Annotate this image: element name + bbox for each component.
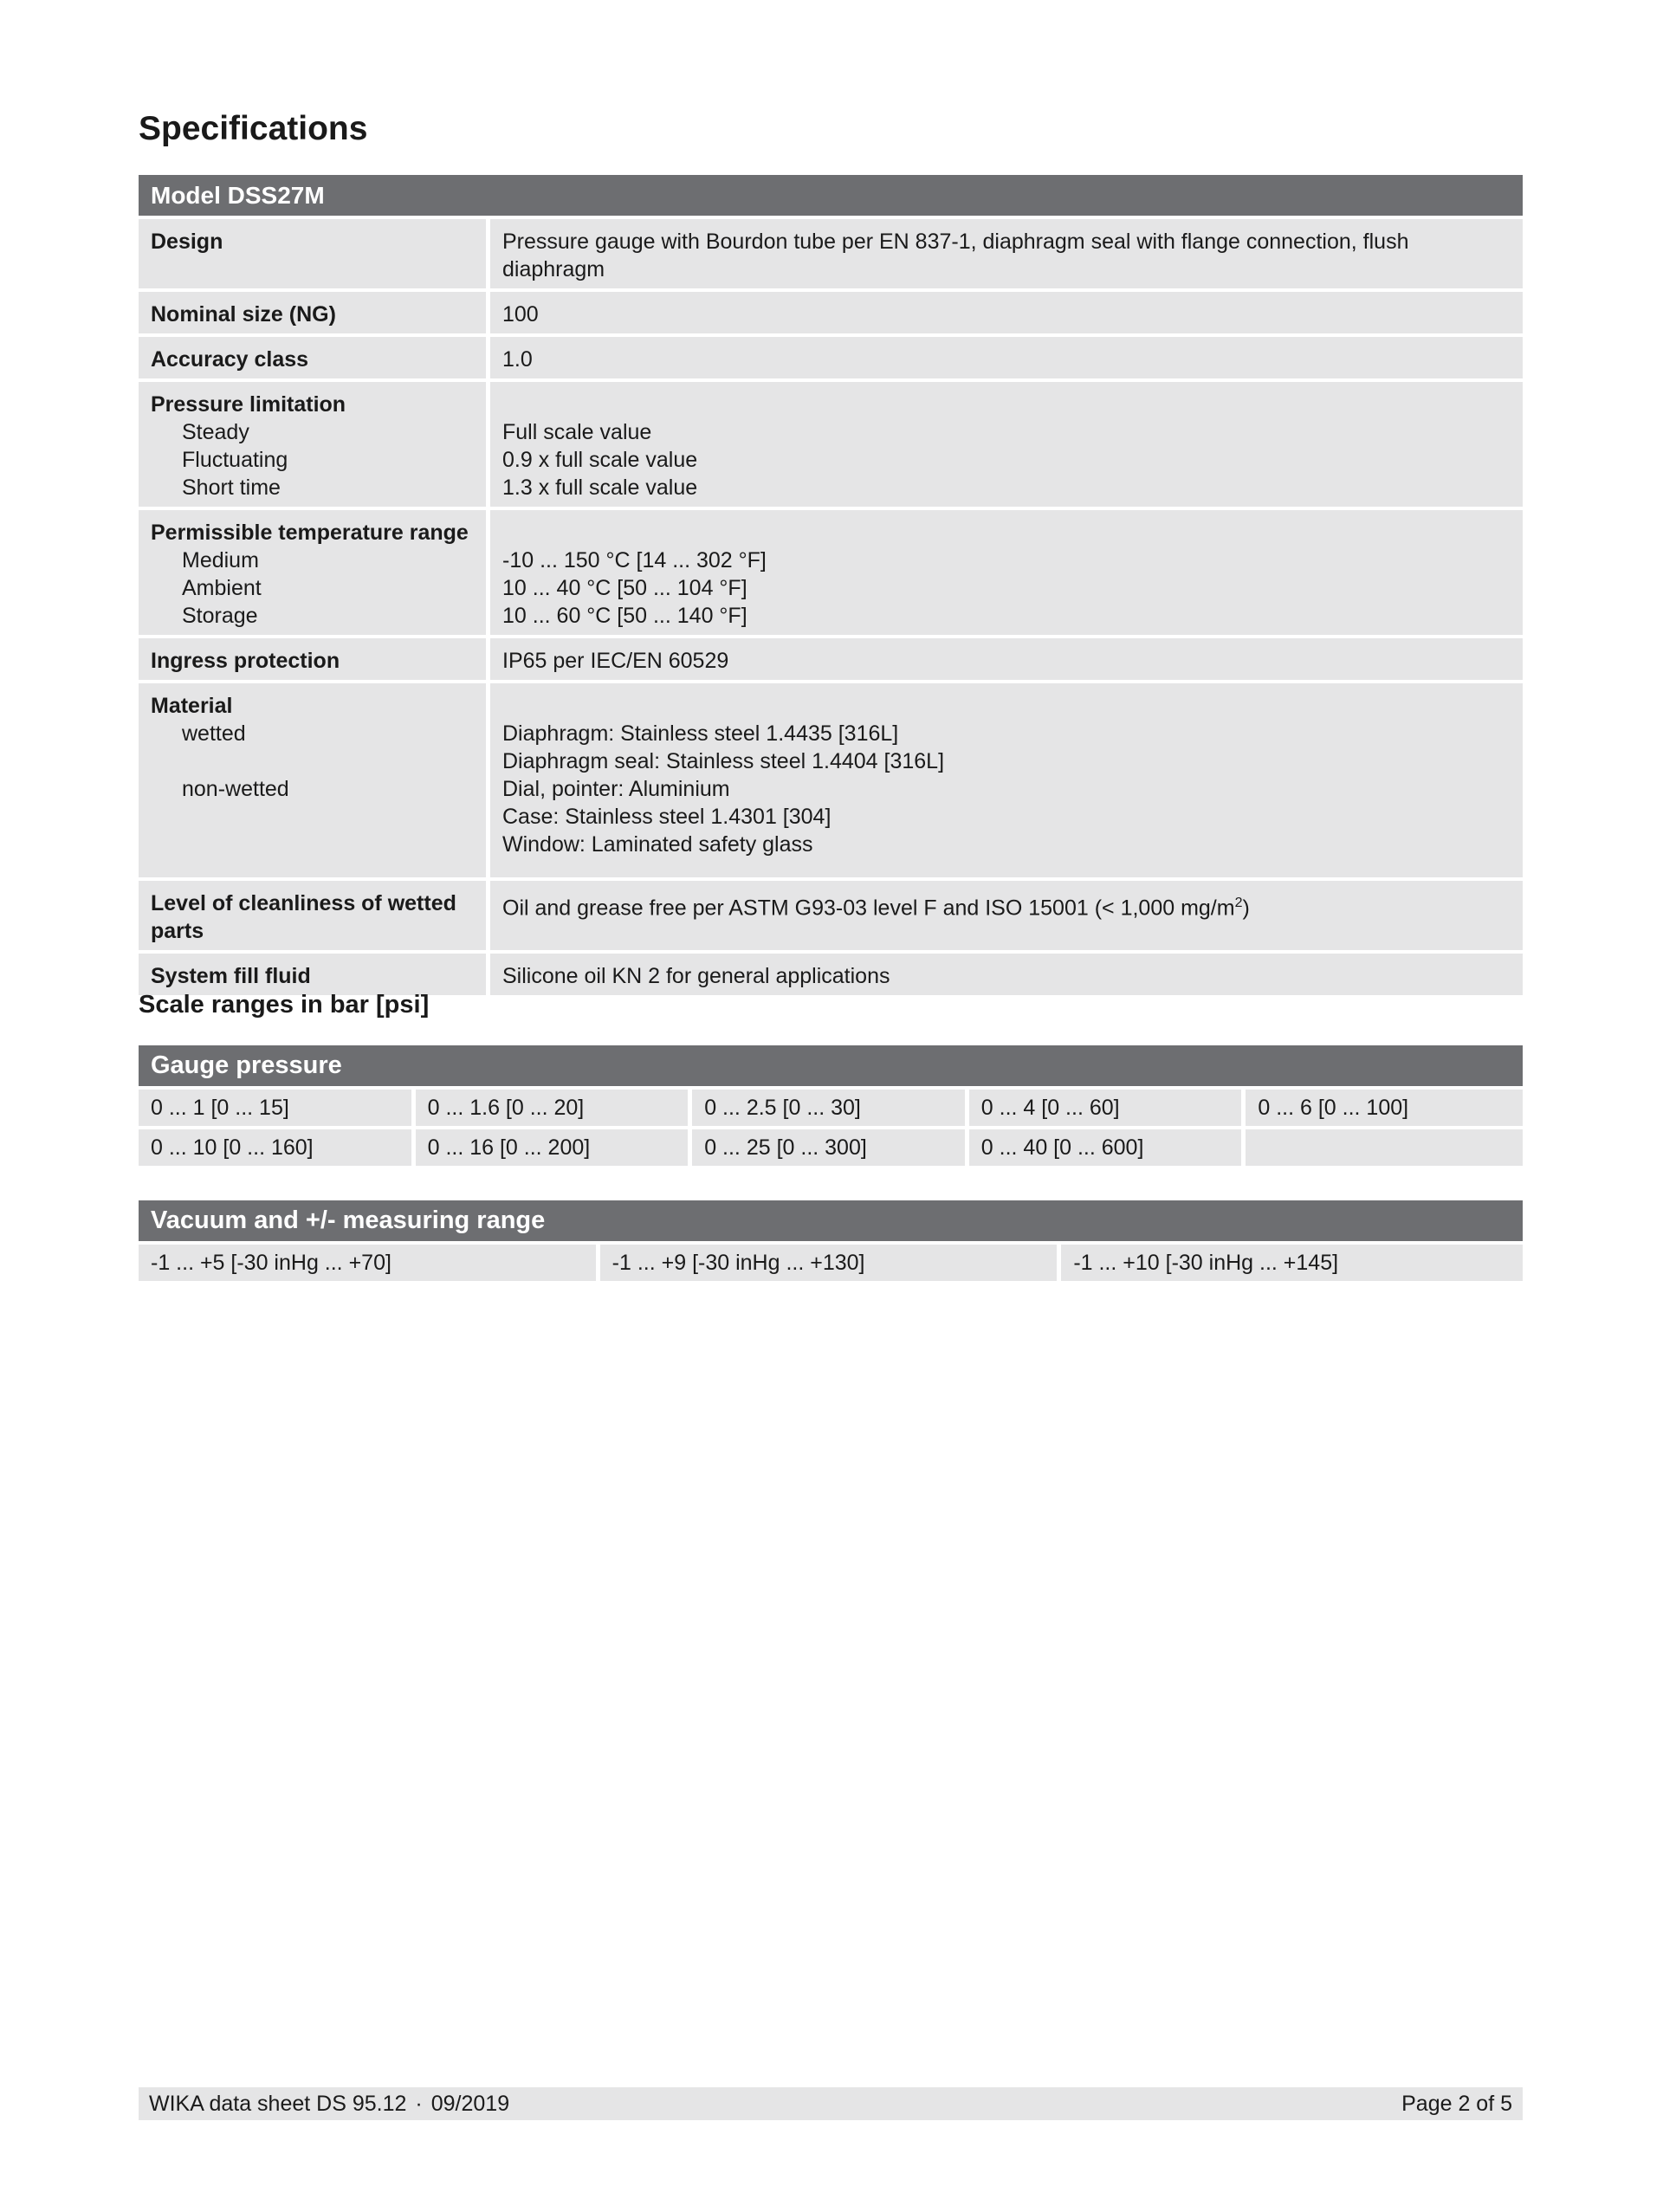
table-row xyxy=(139,219,1523,288)
table-row xyxy=(139,337,1523,378)
row-label-pressure-limitation xyxy=(139,382,490,507)
vacuum-range-header: Vacuum and +/- measuring range xyxy=(139,1200,1523,1241)
material-value-window: Window: Laminated safety glass xyxy=(502,832,813,857)
row-label-system-fill-fluid: System fill fluid xyxy=(139,954,490,995)
row-value-accuracy-class: 1.0 xyxy=(490,337,1523,378)
cleanliness-value-text: Oil and grease free per ASTM G93-03 level F and ISO 15001 (< 1,000 mg/m xyxy=(502,896,1235,921)
gauge-pressure-table xyxy=(139,1042,1523,1169)
row-label-temperature-range xyxy=(139,510,490,635)
row-label-nominal-size: Nominal size (NG) xyxy=(139,292,490,333)
table-row xyxy=(139,510,1523,635)
pressure-value-fluctuating: 0.9 x full scale value xyxy=(502,448,698,472)
footer-left xyxy=(149,2092,509,2117)
gauge-range-cell-empty xyxy=(1246,1129,1523,1166)
gauge-range-cell: 0 ... 4 [0 ... 60] xyxy=(969,1090,1246,1126)
spec-table-header: Model DSS27M xyxy=(139,175,1523,216)
table-row xyxy=(139,638,1523,680)
row-label-design: Design xyxy=(139,219,490,288)
gauge-range-cell: 0 ... 10 [0 ... 160] xyxy=(139,1129,416,1166)
material-sub-non-wetted: non-wetted xyxy=(182,777,289,801)
material-value-dial-pointer: Dial, pointer: Aluminium xyxy=(502,777,730,801)
temperature-value-ambient: 10 ... 40 °C [50 ... 104 °F] xyxy=(502,576,747,600)
gauge-range-cell: 0 ... 6 [0 ... 100] xyxy=(1246,1090,1523,1126)
row-value-pressure-limitation xyxy=(490,382,1523,507)
cleanliness-superscript: 2 xyxy=(1234,896,1243,910)
footer-date: 09/2019 xyxy=(430,2091,510,2116)
row-label-cleanliness: Level of cleanliness of wetted parts xyxy=(139,881,490,950)
row-value-system-fill-fluid: Silicone oil KN 2 for general applications xyxy=(490,954,1523,995)
table-row xyxy=(139,1245,1523,1281)
gauge-range-cell: 0 ... 16 [0 ... 200] xyxy=(416,1129,693,1166)
material-value-case: Case: Stainless steel 1.4301 [304] xyxy=(502,805,832,829)
temperature-sub-ambient: Ambient xyxy=(182,576,262,600)
footer-datasheet-id: WIKA data sheet DS 95.12 xyxy=(149,2091,407,2116)
vacuum-range-table xyxy=(139,1197,1523,1284)
pressure-sub-fluctuating: Fluctuating xyxy=(182,448,288,472)
footer-separator: · xyxy=(415,2091,423,2116)
gauge-pressure-header: Gauge pressure xyxy=(139,1045,1523,1086)
pressure-sub-short-time: Short time xyxy=(182,475,281,500)
gauge-range-cell: 0 ... 40 [0 ... 600] xyxy=(969,1129,1246,1166)
table-row xyxy=(139,1129,1523,1166)
vacuum-range-cell: -1 ... +10 [-30 inHg ... +145] xyxy=(1061,1245,1523,1281)
material-title: Material xyxy=(151,694,233,718)
pressure-value-short-time: 1.3 x full scale value xyxy=(502,475,698,500)
row-value-design: Pressure gauge with Bourdon tube per EN 837-1, diaphragm seal with flange connection, flush diaphragm xyxy=(490,219,1523,288)
row-value-temperature-range xyxy=(490,510,1523,635)
scale-ranges-heading: Scale ranges in bar [psi] xyxy=(139,991,430,1019)
temperature-value-medium: -10 ... 150 °C [14 ... 302 °F] xyxy=(502,548,767,572)
table-row xyxy=(139,683,1523,877)
temperature-sub-storage: Storage xyxy=(182,604,258,628)
gauge-range-cell: 0 ... 1 [0 ... 15] xyxy=(139,1090,416,1126)
vacuum-range-cell: -1 ... +5 [-30 inHg ... +70] xyxy=(139,1245,600,1281)
gauge-range-cell: 0 ... 2.5 [0 ... 30] xyxy=(692,1090,969,1126)
material-value-diaphragm-seal: Diaphragm seal: Stainless steel 1.4404 [316L] xyxy=(502,749,945,773)
pressure-sub-steady: Steady xyxy=(182,420,249,444)
row-value-nominal-size: 100 xyxy=(490,292,1523,333)
row-value-material xyxy=(490,683,1523,877)
page-footer xyxy=(139,2087,1523,2120)
table-row xyxy=(139,881,1523,950)
vacuum-range-cell: -1 ... +9 [-30 inHg ... +130] xyxy=(600,1245,1062,1281)
gauge-range-cell: 0 ... 1.6 [0 ... 20] xyxy=(416,1090,693,1126)
temperature-value-storage: 10 ... 60 °C [50 ... 140 °F] xyxy=(502,604,747,628)
cleanliness-value-close: ) xyxy=(1242,896,1250,921)
footer-page-number: Page 2 of 5 xyxy=(1401,2091,1512,2116)
row-value-cleanliness xyxy=(490,881,1523,950)
temperature-sub-medium: Medium xyxy=(182,548,259,572)
material-value-diaphragm: Diaphragm: Stainless steel 1.4435 [316L] xyxy=(502,721,899,746)
table-row xyxy=(139,292,1523,333)
row-value-ingress-protection: IP65 per IEC/EN 60529 xyxy=(490,638,1523,680)
gauge-range-cell: 0 ... 25 [0 ... 300] xyxy=(692,1129,969,1166)
row-label-material xyxy=(139,683,490,877)
row-label-accuracy-class: Accuracy class xyxy=(139,337,490,378)
pressure-limitation-title: Pressure limitation xyxy=(151,392,346,417)
pressure-value-steady: Full scale value xyxy=(502,420,652,444)
table-row xyxy=(139,1090,1523,1126)
table-row xyxy=(139,382,1523,507)
row-label-ingress-protection: Ingress protection xyxy=(139,638,490,680)
page-title: Specifications xyxy=(139,110,368,147)
temperature-title: Permissible temperature range xyxy=(151,521,469,545)
material-sub-wetted: wetted xyxy=(182,721,246,746)
specifications-table xyxy=(139,171,1523,999)
